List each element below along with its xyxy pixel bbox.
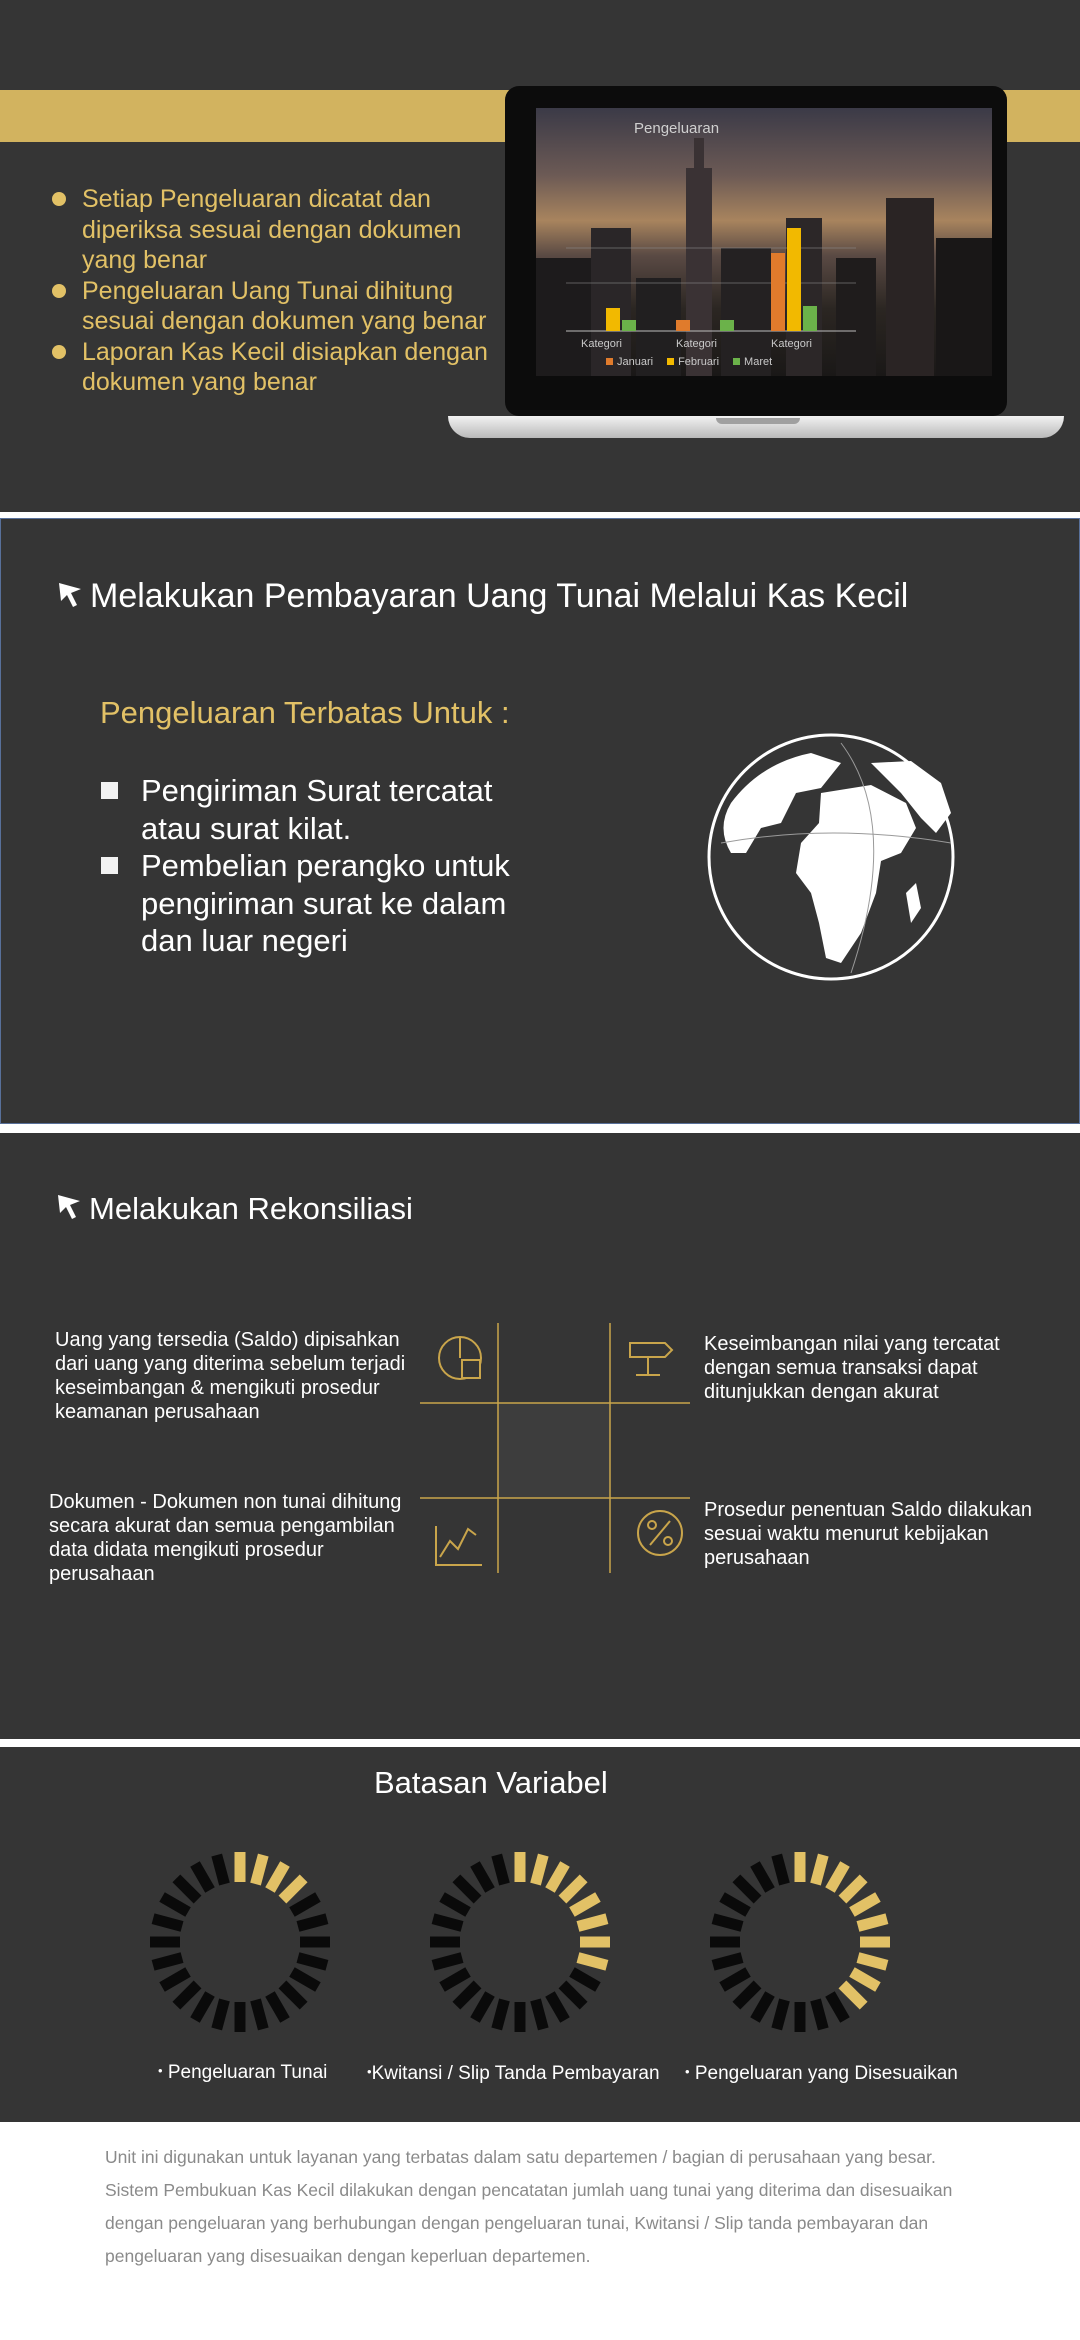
gauge-segment-empty [722,1972,748,1987]
footer-line: pengeluaran yang disesuaikan dengan keperluan departemen. [105,2246,591,2266]
gauge-segment-empty [433,1919,462,1927]
footer-line: dengan pengeluaran yang berhubungan dengan pengeluaran tunai, Kwitansi / Slip tanda pembayaran dan [105,2213,929,2233]
gauge-segment-empty [777,2000,785,2029]
bar [606,308,620,331]
gauge-segment-filled [842,1878,863,1899]
gauge-segment-empty [572,1972,598,1987]
gauge-label-text: Pengeluaran Tunai [167,2062,328,2083]
reconciliation-grid [420,1323,690,1573]
gauge-label [158,2062,327,2084]
gauge-segment-empty [475,1864,490,1890]
gauge-segment-empty [162,1897,188,1912]
restriction-bullet-list [101,772,541,960]
gauge-segment-filled [858,1919,887,1927]
gauge-segment-empty [162,1972,188,1987]
slide-petty-cash-payment [0,518,1080,1124]
gauge-segment-empty [217,1855,225,1884]
gauge-segment-filled [536,1855,544,1884]
gauge-segment-empty [298,1919,327,1927]
gauge-segment-empty [755,1864,770,1890]
text-top-right: Keseimbangan nilai yang tercatat dengan semua transaksi dapat ditunjukkan dengan akurat [704,1333,1000,1403]
gauge-segment-filled [852,1897,878,1912]
gauge-segment-filled [830,1864,845,1890]
gauge-segment-empty [433,1958,462,1966]
gauge-segment-empty [755,1994,770,2020]
gauge-segment-filled [858,1958,887,1966]
footer-line: Unit ini digunakan untuk layanan yang terbatas dalam satu departemen / bagian di perusahaan yang besar. [105,2147,936,2167]
gauge-segment-empty [536,2000,544,2029]
slide-reconciliation [0,1133,1080,1739]
bar [803,306,817,331]
laptop-chart-legend [606,356,772,368]
gauge-segment-empty [456,1984,477,2005]
gauge-segment-empty [270,1994,285,2020]
legend-label: Januari [617,356,654,368]
gauge-segment-empty [816,2000,824,2029]
arrow-cursor-icon [56,1193,84,1221]
arrow-cursor-icon [57,581,85,609]
pie-chart-icon [439,1337,481,1379]
gauge-segment-empty [282,1984,303,2005]
bullet-glyph: • [367,2064,372,2079]
gauge-segment-filled [550,1864,565,1890]
laptop-chart-category: Kategori [771,338,812,350]
gauge-segment-filled [572,1897,598,1912]
gauge-segment-empty [292,1972,318,1987]
legend-label: Februari [678,356,720,368]
gauge-segment-empty [153,1958,182,1966]
bar [771,253,785,331]
gauge-segment-empty [777,1855,785,1884]
gauge-segment-empty [713,1919,742,1927]
gauge-segment-filled [282,1878,303,1899]
gauge-segment-filled [562,1878,583,1899]
gauge-segment-empty [497,2000,505,2029]
gauge-segment-empty [195,1864,210,1890]
gauge-segment-empty [562,1984,583,2005]
gauge-segment-empty [497,1855,505,1884]
gauge-segment-empty [550,1994,565,2020]
laptop-display [536,108,992,376]
gauge-segment-empty [195,1994,210,2020]
gauge-segment-filled [842,1984,863,2005]
gauge-segment-empty [176,1984,197,2005]
gauge-segment-empty [736,1984,757,2005]
line-chart-icon [436,1526,482,1565]
percent-icon [638,1511,682,1555]
list-item: Pembelian perangko untuk pengiriman surat ke dalam dan luar negeri [101,847,541,960]
bar [676,320,690,331]
summary-bullet-list [52,184,492,398]
slide-title: Melakukan Pembayaran Uang Tunai Melalui Kas Kecil [90,577,909,615]
bullet-glyph: • [685,2064,690,2079]
list-item: Setiap Pengeluaran dicatat dan diperiksa sesuai dengan dokumen yang benar [52,184,492,276]
list-item: Pengiriman Surat tercatat atau surat kilat. [101,772,541,847]
gauge-segment-empty [830,1994,845,2020]
gauge-segment-empty [442,1897,468,1912]
gauge-label [367,2063,660,2085]
gauge-segment-filled [256,1855,264,1884]
text-bottom-right: Prosedur penentuan Saldo dilakukan sesuai waktu menurut kebijakan perusahaan [704,1499,1033,1569]
gauge-segment-filled [852,1972,878,1987]
slide-title: Batasan Variabel [374,1765,608,1800]
gauge-segment-empty [217,2000,225,2029]
bar [622,320,636,331]
gauge-segment-filled [578,1919,607,1927]
bullet-glyph: • [158,2063,163,2078]
text-bottom-left: Dokumen - Dokumen non tunai dihitung secara akurat dan semua pengambilan data didata mengikuti prosedur perusahaan [49,1491,402,1585]
bar [720,320,734,331]
gauge-segment-empty [475,1994,490,2020]
footer-line: Sistem Pembukuan Kas Kecil dilakukan dengan pencatatan jumlah uang tunai yang diterima dan disesuaikan [105,2180,953,2200]
list-item: Pengeluaran Uang Tunai dihitung sesuai dengan dokumen yang benar [52,276,492,337]
gauge-kwitansi [420,1842,620,2042]
slide-summary [0,0,1080,512]
gauge-label-text: Kwitansi / Slip Tanda Pembayaran [371,2063,660,2084]
slide-subtitle: Pengeluaran Terbatas Untuk : [100,695,510,730]
gauge-label [685,2063,958,2085]
signpost-icon [630,1343,672,1375]
gauge-segment-empty [722,1897,748,1912]
bar [787,228,801,331]
list-item: Laporan Kas Kecil disiapkan dengan dokumen yang benar [52,337,492,398]
gauge-segment-empty [298,1958,327,1966]
gauge-segment-filled [270,1864,285,1890]
gauge-segment-filled [578,1958,607,1966]
text-top-left: Uang yang tersedia (Saldo) dipisahkan dari uang yang diterima sebelum terjadi keseimbangan & mengikuti prosedur keamanan perusahaan [55,1329,406,1423]
gauge-segment-empty [736,1878,757,1899]
footer-paragraph [105,2141,1005,2273]
laptop-notch [716,418,800,424]
slide-variable-limits [0,1747,1080,2122]
gauge-label-text: Pengeluaran yang Disesuaikan [694,2063,958,2084]
legend-label: Maret [744,356,773,368]
gauge-segment-empty [153,1919,182,1927]
gauge-segment-empty [256,2000,264,2029]
gauge-segment-empty [442,1972,468,1987]
gauge-segment-filled [816,1855,824,1884]
gauge-pengeluaran-tunai [140,1842,340,2042]
slide-title: Melakukan Rekonsiliasi [89,1191,413,1226]
gauge-pengeluaran-disesuaikan [700,1842,900,2042]
laptop-chart-title: Pengeluaran [634,120,720,137]
laptop-chart-category: Kategori [581,338,622,350]
gauge-segment-empty [176,1878,197,1899]
laptop-chart [536,108,992,376]
globe-icon [701,733,961,983]
gauge-segment-empty [292,1897,318,1912]
gauge-segment-empty [713,1958,742,1966]
laptop-chart-category: Kategori [676,338,717,350]
gauge-segment-empty [456,1878,477,1899]
